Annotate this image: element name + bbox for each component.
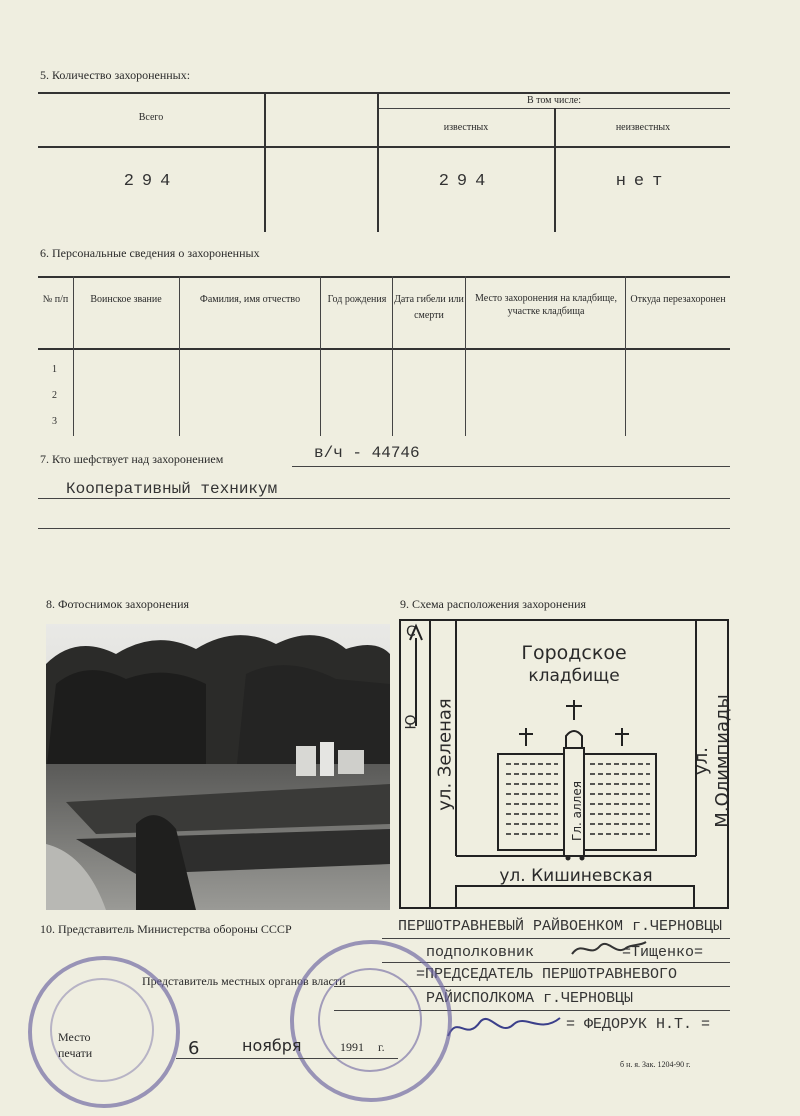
- seal-place-line2: печати: [58, 1046, 93, 1060]
- date-year: 1991: [340, 1040, 364, 1054]
- scheme-cemetery-line1: Городское: [521, 642, 627, 664]
- row-number: 1: [52, 364, 57, 375]
- total-value: 294: [123, 172, 179, 191]
- divider: [292, 466, 730, 467]
- patron-unit: в/ч - 44746: [314, 444, 420, 462]
- divider: [73, 276, 74, 436]
- divider: [38, 146, 730, 148]
- divider: [176, 1058, 398, 1059]
- divider: [465, 276, 466, 436]
- divider: [38, 348, 730, 350]
- divider: [38, 498, 730, 499]
- header-birth: Год рождения: [327, 294, 387, 305]
- divider: [625, 276, 626, 436]
- local-rep-line1: =ПРЕДСЕДАТЕЛЬ ПЕРШОТРАВНЕВОГО: [416, 966, 678, 983]
- official-stamp: [318, 968, 422, 1072]
- section10-label: 10. Представитель Министерства обороны СССР: [40, 922, 292, 936]
- col-unknown-header: неизвестных: [615, 122, 671, 133]
- header-place: Место захоронения на кладбище, участке кладбища: [475, 293, 617, 317]
- print-note: б н. я. Зак. 1204-90 г.: [620, 1060, 691, 1069]
- official-stamp: [28, 956, 180, 1108]
- unknown-value: нет: [615, 172, 671, 191]
- divider: [392, 276, 393, 436]
- divider: [382, 962, 730, 963]
- burial-photo: [46, 624, 390, 910]
- row-number: 2: [52, 390, 57, 401]
- header-rank: Воинское звание: [90, 294, 162, 305]
- divider: [179, 276, 180, 436]
- signature: [444, 1008, 564, 1048]
- header-reburied: Откуда перезахоронен: [630, 294, 726, 305]
- date-month: ноября: [242, 1036, 302, 1055]
- divider: [377, 92, 379, 232]
- local-rep-name: = ФЕДОРУК Н.Т. =: [566, 1016, 711, 1033]
- section6-title: 6. Персональные сведения о захороненных: [40, 246, 260, 260]
- divider: [264, 92, 266, 232]
- row-number: 3: [52, 416, 57, 427]
- col-known-header: известных: [443, 122, 489, 133]
- header-name: Фамилия, имя отчество: [199, 294, 301, 305]
- header-num: № п/п: [42, 294, 69, 305]
- military-rep-name: =Тищенко=: [622, 944, 704, 961]
- divider: [320, 276, 321, 436]
- scheme-north: С: [406, 624, 416, 640]
- col-total-header: Всего: [138, 112, 164, 123]
- divider: [38, 528, 730, 529]
- scheme-south: Ю: [403, 714, 420, 730]
- patron-org: Кооперативный техникум: [66, 480, 278, 498]
- scheme-alley: Гл. аллея: [570, 781, 584, 841]
- burial-photo-image: [46, 624, 390, 910]
- scheme-street-right: ул. М.Олимпиады: [691, 694, 733, 828]
- local-rep-label: Представитель местных органов власти: [142, 974, 346, 988]
- local-rep-line2: РАЙИСПОЛКОМА г.ЧЕРНОВЦЫ: [426, 990, 634, 1007]
- divider: [38, 92, 730, 94]
- signature: [568, 936, 648, 962]
- section8-title: 8. Фотоснимок захоронения: [46, 597, 190, 611]
- section5-title: 5. Количество захороненных:: [40, 68, 191, 82]
- official-stamp: [290, 940, 452, 1102]
- military-rep-line1: ПЕРШОТРАВНЕВЫЙ РАЙВОЕНКОМ г.ЧЕРНОВЦЫ: [398, 918, 723, 935]
- scheme-street-bottom: ул. Кишиневская: [499, 866, 653, 886]
- section9-title: 9. Схема расположения захоронения: [400, 597, 587, 611]
- military-rep-rank: подполковник: [426, 944, 535, 961]
- date-day: 6: [188, 1038, 200, 1059]
- section7-label: 7. Кто шефствует над захоронением: [40, 452, 224, 466]
- divider: [382, 938, 730, 939]
- header-death: Дата гибели или смерти: [394, 294, 464, 321]
- known-value: 294: [438, 172, 494, 191]
- col-including-header: В том числе:: [526, 95, 582, 106]
- seal-place-line1: Место: [58, 1030, 91, 1044]
- date-suffix: г.: [378, 1040, 385, 1054]
- divider: [38, 276, 730, 278]
- scheme-cemetery-line2: кладбище: [528, 666, 620, 686]
- scheme-street-left: ул. Зеленая: [434, 698, 456, 811]
